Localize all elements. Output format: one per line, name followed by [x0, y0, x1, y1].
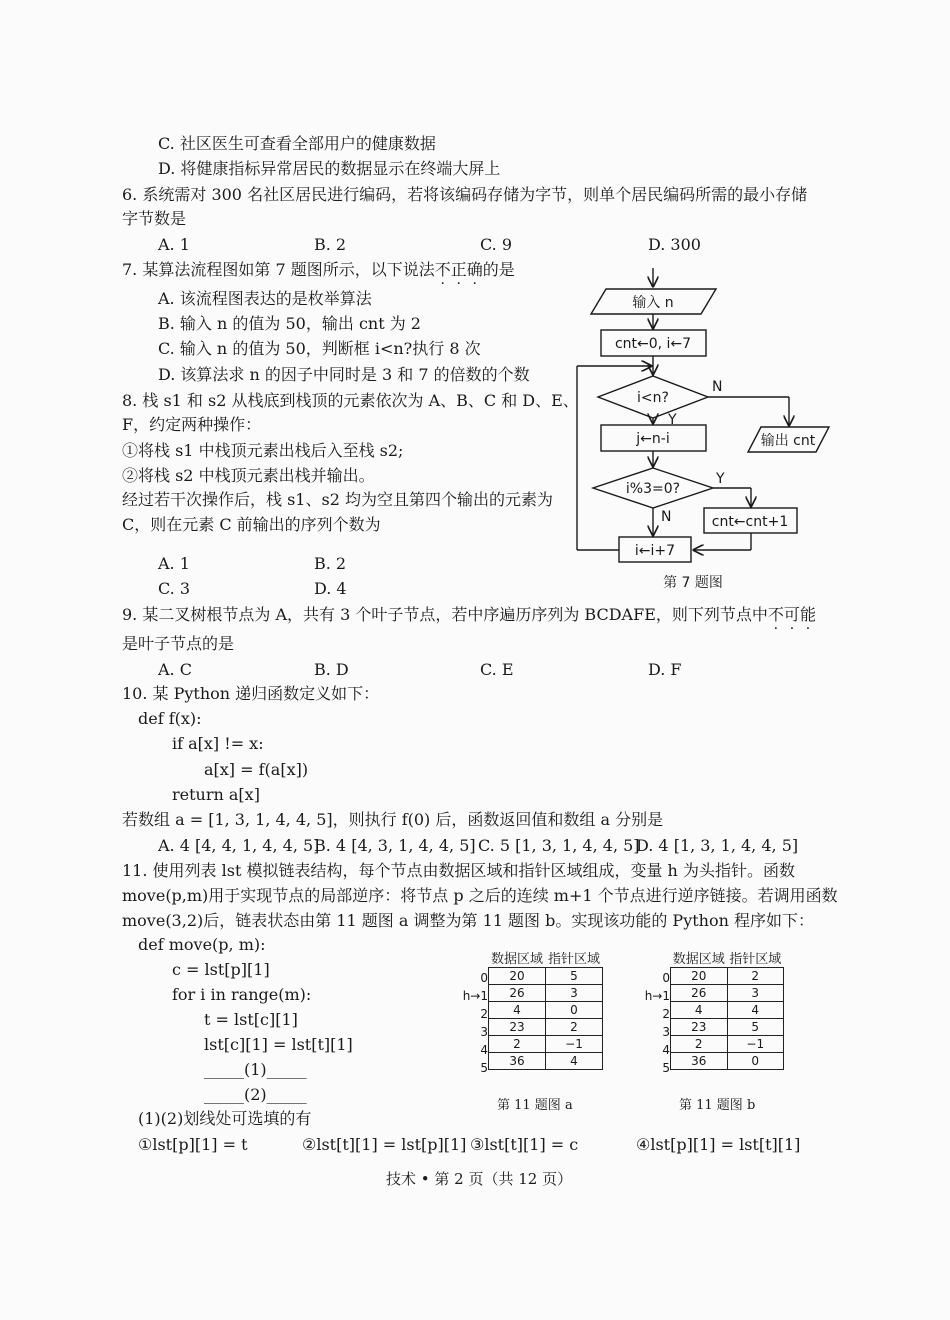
q6-option-c: C. 9 [480, 235, 513, 254]
table-row: 20 5 [489, 968, 603, 985]
q9-option-a: A. C [158, 660, 192, 679]
flow-cond-loop: i<n? [637, 390, 669, 406]
q11-blank-1: _____(1)_____ [204, 1060, 307, 1079]
table-row: 23 2 [489, 1019, 603, 1036]
flow-caption: 第 7 题图 [663, 575, 723, 591]
q10-stem: 10. 某 Python 递归函数定义如下： [122, 684, 380, 703]
header-data: 数据区域 [672, 952, 725, 967]
q10-option-c: C. 5 [1, 3, 1, 4, 4, 5] [478, 836, 640, 855]
q9-option-c: C. E [480, 660, 514, 679]
q8-stem-1: 8. 栈 s1 和 s2 从栈底到栈顶的元素依次为 A、B、C 和 D、E、 [122, 391, 579, 410]
table-fig-11a [488, 948, 603, 1070]
q11-question: (1)(2)划线处可选填的有 [138, 1109, 312, 1128]
q11-code-line: for i in range(m): [172, 985, 312, 1004]
flow-input: 输入 n [632, 295, 674, 311]
q10-question: 若数组 a = [1, 3, 1, 4, 4, 5]，则执行 f(0) 后，函数返回值和数组 a 分别是 [122, 810, 664, 829]
q10-code-line: def f(x): [138, 709, 202, 728]
q10-option-a: A. 4 [4, 4, 1, 4, 4, 5] [158, 836, 320, 855]
flow-label-y1: Y [668, 412, 677, 428]
header-pointer: 指针区域 [729, 952, 782, 967]
q10-code-line: a[x] = f(a[x]) [204, 760, 309, 779]
table-row: 36 0 [671, 1053, 784, 1070]
q11-code-line: lst[c][1] = lst[t][1] [204, 1035, 353, 1054]
q7-option-d: D. 该算法求 n 的因子中同时是 3 和 7 的倍数的个数 [158, 365, 530, 384]
q6-option-a: A. 1 [158, 235, 190, 254]
flow-label-n2: N [661, 509, 672, 525]
q6-option-d: D. 300 [648, 235, 701, 254]
table-row: 36 4 [489, 1053, 603, 1070]
q10-code-line: return a[x] [172, 785, 260, 804]
q11-code-line: def move(p, m): [138, 935, 266, 954]
head-pointer-label: h [462, 989, 471, 1003]
table-fig-11b [670, 948, 784, 1070]
page-footer: 技术 • 第 2 页（共 12 页） [386, 1170, 573, 1188]
q8-stem-4: C，则在元素 C 前输出的序列个数为 [122, 515, 381, 534]
flow-inc-i: i←i+7 [634, 543, 676, 559]
q6-stem: 6. 系统需对 300 名社区居民进行编码，若将该编码存储为字节，则单个居民编码所需的最小存储 [122, 185, 808, 204]
q7-option-c: C. 输入 n 的值为 50，判断框 i<n?执行 8 次 [158, 339, 481, 358]
flow-inc-cnt: cnt←cnt+1 [711, 514, 789, 530]
q8-op-1: ①将栈 s1 中栈顶元素出栈后入至栈 s2; [122, 441, 404, 460]
flow-output: 输出 cnt [760, 433, 816, 449]
flow-init: cnt←0, i←7 [614, 336, 692, 352]
table-row: 4 0 [489, 1002, 603, 1019]
q7-option-a: A. 该流程图表达的是枚举算法 [158, 289, 372, 308]
q8-option-a: A. 1 [158, 554, 190, 573]
table-b-index: 0 h→1 2 3 4 5 [644, 971, 670, 1075]
q8-stem-2: F，约定两种操作： [122, 415, 262, 434]
table-row: 23 5 [671, 1019, 784, 1036]
q9-option-d: D. F [648, 660, 682, 679]
flow-assign-j: j←n-i [636, 431, 670, 447]
flow-label-y2: Y [716, 471, 725, 487]
q11-stem-2: move(p,m)用于实现节点的局部逆序：将节点 p 之后的连续 m+1 个节点进行逆序链接。若调用函数 [122, 886, 838, 905]
q11-blank-2: _____(2)_____ [204, 1085, 307, 1104]
table-row: 2 −1 [489, 1036, 603, 1053]
table-row: 26 3 [489, 985, 603, 1002]
q5-option-d: D. 将健康指标异常居民的数据显示在终端大屏上 [158, 159, 501, 178]
q6-stem-cont: 字节数是 [122, 209, 187, 228]
q11-stem-3: move(3,2)后，链表状态由第 11 题图 a 调整为第 11 题图 b。实现该功能的 Python 程序如下： [122, 911, 814, 930]
q7-stem: 7. 某算法流程图如第 7 题图所示，以下说法不正确的是 [122, 260, 515, 279]
q5-option-c: C. 社区医生可查看全部用户的健康数据 [158, 134, 436, 153]
head-pointer-label: h [644, 989, 653, 1003]
q11-choice-3: ③lst[t][1] = c [470, 1135, 579, 1154]
q8-option-b: B. 2 [314, 554, 347, 573]
q9-stem-cont: 是叶子节点的是 [122, 634, 235, 653]
caption-fig-11b: 第 11 题图 b [679, 1098, 756, 1113]
q6-option-b: B. 2 [314, 235, 347, 254]
q8-option-d: D. 4 [314, 579, 347, 598]
table-row: 2 −1 [671, 1036, 784, 1053]
flow-label-n1: N [712, 379, 723, 395]
table-row: 20 2 [671, 968, 784, 985]
q10-option-d: D. 4 [1, 3, 1, 4, 4, 5] [636, 836, 799, 855]
q8-op-2: ②将栈 s2 中栈顶元素出栈并输出。 [122, 466, 375, 485]
q8-stem-3: 经过若干次操作后，栈 s1、s2 均为空且第四个输出的元素为 [122, 490, 553, 509]
header-pointer: 指针区域 [547, 952, 600, 967]
q11-code-line: c = lst[p][1] [172, 960, 270, 979]
q10-option-b: B. 4 [4, 3, 1, 4, 4, 5] [314, 836, 476, 855]
flowchart-q7 [566, 262, 856, 597]
caption-fig-11a: 第 11 题图 a [497, 1098, 573, 1113]
q11-choice-4: ④lst[p][1] = lst[t][1] [636, 1135, 801, 1154]
q11-code-line: t = lst[c][1] [204, 1010, 298, 1029]
q11-choice-1: ①lst[p][1] = t [138, 1135, 248, 1154]
table-row: 26 3 [671, 985, 784, 1002]
q10-code-line: if a[x] != x: [172, 734, 264, 753]
q9-stem: 9. 某二叉树根节点为 A，共有 3 个叶子节点，若中序遍历序列为 BCDAFE，则下列节点中不可能 [122, 605, 816, 624]
flow-cond-mod: i%3=0? [625, 481, 681, 497]
q9-option-b: B. D [314, 660, 349, 679]
q11-choice-2: ②lst[t][1] = lst[p][1] [302, 1135, 467, 1154]
q11-stem-1: 11. 使用列表 lst 模拟链表结构，每个节点由数据区域和指针区域组成，变量 h 为头指针。函数 [122, 861, 795, 880]
header-data: 数据区域 [490, 952, 543, 967]
table-row: 4 4 [671, 1002, 784, 1019]
q7-option-b: B. 输入 n 的值为 50，输出 cnt 为 2 [158, 314, 421, 333]
q8-option-c: C. 3 [158, 579, 191, 598]
table-a-index: 0 h→1 2 3 4 5 [462, 971, 488, 1075]
